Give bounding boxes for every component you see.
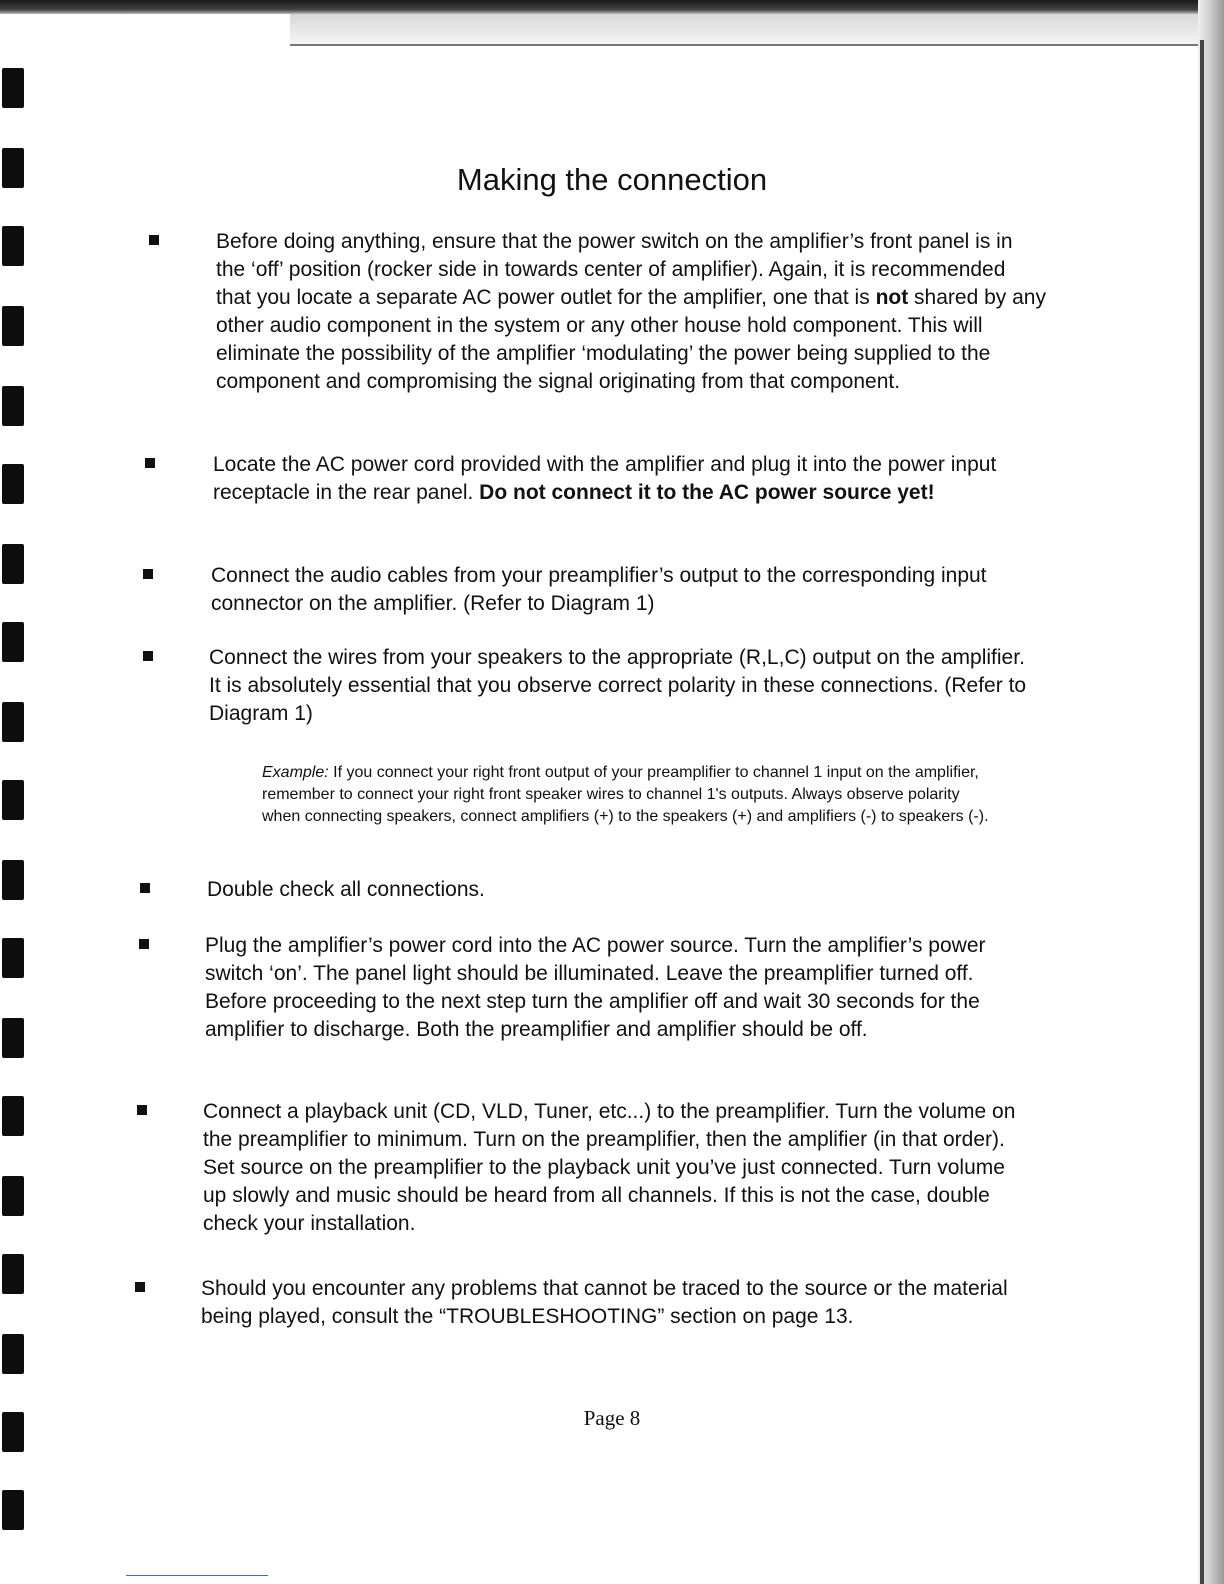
body-text: Connect a playback unit (CD, VLD, Tuner, etc...) to the preamplifier. Turn the volume on the preamplifier to minimum. Turn on the preamplifier, then the amplifier (in that order). Set source on the preamplifier to the playback unit you’ve just connected. Turn volume up slowly and music should be heard from all channels. If this is not the case, double check your installation. bbox=[203, 1100, 1016, 1235]
emphasis-text: not bbox=[875, 286, 909, 309]
binding-hole bbox=[2, 1490, 24, 1530]
binding-hole bbox=[2, 780, 24, 820]
body-text: shared by any other audio component in the system or any other house hold component. This will eliminate the possibility of the amplifier ‘modulating’ the power being supplied to the component and compromising the signal originating from that component. bbox=[216, 286, 1046, 393]
list-item-2 bbox=[213, 451, 1043, 507]
bullet-marker bbox=[143, 651, 153, 661]
example-note bbox=[262, 762, 1002, 828]
scan-right-edge-line bbox=[1200, 40, 1204, 1584]
bullet-marker bbox=[143, 569, 153, 579]
example-body: If you connect your right front output of your preamplifier to channel 1 input on the amplifier, remember to connect your right front speaker wires to channel 1's outputs. Always observe polarity when connecting speakers, connect amplifiers (+) to the speakers (+) and amplifiers (-) to speakers (-). bbox=[262, 764, 989, 825]
example-label: Example: bbox=[262, 764, 329, 781]
scan-top-edge-shadow bbox=[0, 0, 1224, 14]
list-item-7 bbox=[203, 1098, 1033, 1238]
scan-page-fold bbox=[290, 14, 1200, 46]
binding-hole bbox=[2, 1254, 24, 1294]
binding-hole bbox=[2, 544, 24, 584]
binding-hole bbox=[2, 860, 24, 900]
list-item-5 bbox=[207, 876, 1037, 904]
binding-hole bbox=[2, 1334, 24, 1374]
binding-hole bbox=[2, 386, 24, 426]
bullet-marker bbox=[140, 883, 150, 893]
binding-hole bbox=[2, 622, 24, 662]
body-text: Connect the wires from your speakers to the appropriate (R,L,C) output on the amplifier. It is absolutely essential that you observe correct polarity in these connections. (Refer to Diagram 1) bbox=[209, 646, 1027, 725]
binding-hole bbox=[2, 1018, 24, 1058]
binding-hole bbox=[2, 1176, 24, 1216]
body-text: Double check all connections. bbox=[207, 878, 485, 901]
list-item-8 bbox=[201, 1275, 1031, 1331]
scan-bottom-mark bbox=[126, 1575, 268, 1576]
list-item-4 bbox=[209, 644, 1039, 728]
binding-hole bbox=[2, 306, 24, 346]
body-text: Before doing anything, ensure that the power switch on the amplifier’s front panel is in the ‘off’ position (rocker side in towards center of amplifier). Again, it is recommended that you locate a separate AC power outlet for the amplifier, one that is bbox=[216, 230, 1013, 309]
list-item-3 bbox=[211, 562, 1041, 618]
binding-hole bbox=[2, 226, 24, 266]
page-title: Making the connection bbox=[456, 162, 768, 197]
body-text: Locate the AC power cord provided with the amplifier and plug it into the power input receptacle in the rear panel. bbox=[213, 453, 997, 504]
bullet-marker bbox=[137, 1105, 147, 1115]
body-text: Should you encounter any problems that cannot be traced to the source or the material being played, consult the “TROUBLESHOOTING” section on page 13. bbox=[201, 1277, 1008, 1328]
list-item-6 bbox=[205, 932, 1035, 1044]
page-number: Page 8 bbox=[583, 1406, 641, 1430]
emphasis-text: Do not connect it to the AC power source yet! bbox=[479, 481, 935, 504]
binding-hole bbox=[2, 702, 24, 742]
binding-hole bbox=[2, 938, 24, 978]
bullet-marker bbox=[145, 458, 155, 468]
body-text: Connect the audio cables from your preamplifier’s output to the corresponding input connector on the amplifier. (Refer to Diagram 1) bbox=[211, 564, 987, 615]
spiral-binding-holes bbox=[0, 0, 34, 1584]
binding-hole bbox=[2, 68, 24, 108]
body-text: Plug the amplifier’s power cord into the AC power source. Turn the amplifier’s power switch ‘on’. The panel light should be illuminated. Leave the preamplifier turned off. Before proceeding to the next step turn the amplifier off and wait 30 seconds for the amplifier to discharge. Both the preamplifier and amplifier should be off. bbox=[205, 934, 986, 1041]
list-item-1 bbox=[216, 228, 1046, 396]
binding-hole bbox=[2, 1096, 24, 1136]
bullet-marker bbox=[149, 235, 159, 245]
binding-hole bbox=[2, 464, 24, 504]
bullet-marker bbox=[135, 1282, 145, 1292]
bullet-marker bbox=[139, 939, 149, 949]
